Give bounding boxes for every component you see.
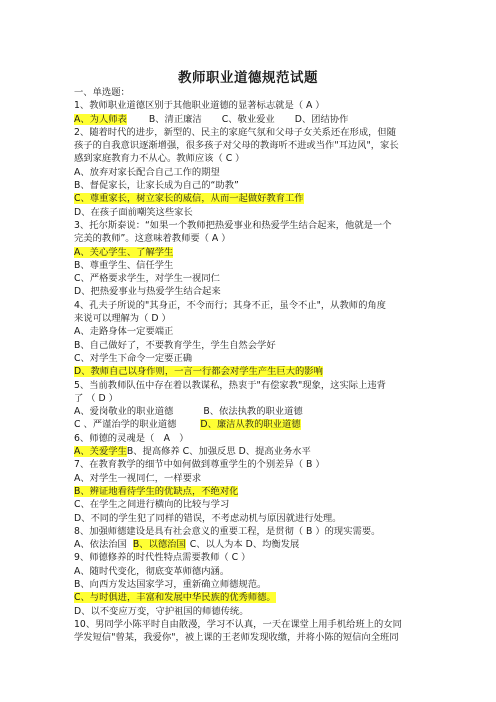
question-6-stem: 6、师德的灵魂是（ A ） xyxy=(74,432,189,444)
question-4-option-c: C、对学生下命令一定要正确 xyxy=(74,352,193,364)
question-9-option-c-line xyxy=(74,591,422,604)
question-3-option-c: C、严格要求学生，对学生一视同仁 xyxy=(74,273,220,285)
question-1-options xyxy=(74,113,422,126)
question-list xyxy=(74,86,422,644)
question-7-option-c: C、在学生之间进行横向的比较与学习 xyxy=(74,499,230,511)
question-7-option-b-line xyxy=(74,485,422,498)
question-5-stem-line-1: 5、当前教师队伍中存在着以教谋私，热衷于"有偿家教"现象，这实际上违背 xyxy=(74,379,386,391)
question-8-options xyxy=(74,538,422,551)
question-4-stem-line-1: 4、孔夫子所说的"其身正，不令而行；其身不正，虽令不止"，从教师的角度 xyxy=(74,299,386,311)
question-2-stem-line-2: 孩子的自我意识逐渐增强，很多孩子对父母的教诲听不进或当作"耳边风"，家长 xyxy=(74,140,399,152)
question-8-other-options: C、以人为本 D、均衡发展 xyxy=(189,539,300,551)
question-6-option-a: A、关爱学生 xyxy=(74,446,127,458)
question-4-option-a: A、走路身体一定要端正 xyxy=(74,326,174,338)
question-2-stem-line-3: 感到家庭教育力不从心。教师应该（ C ） xyxy=(74,153,245,165)
question-8-stem: 8、加强师德建设是具有社会意义的重要工程，是贯彻（ B ）的现实需要。 xyxy=(74,525,381,537)
question-1-stem: 1、教师职业道德区别于其他职业道德的显著标志就是（ A ） xyxy=(74,100,325,112)
question-6-other-options: B、提高修养 C、加强反思 D、提高业务水平 xyxy=(126,446,311,458)
question-8-option-a: A、依法治国 xyxy=(74,539,127,551)
question-4-option-b: B、自己做好了，不要教育学生，学生自然会学好 xyxy=(74,339,276,351)
question-2-stem-line-1: 2、随着时代的进步，新型的、民主的家庭气氛和父母子女关系还在形成，但随 xyxy=(74,126,397,138)
question-5-options-row-2 xyxy=(74,418,422,431)
question-2-option-c-line xyxy=(74,192,422,205)
question-4-option-d-line xyxy=(74,365,422,378)
question-5-option-b: B、依法执教的职业道德 xyxy=(203,406,303,418)
question-2-option-b: B、督促家长，让家长成为自己的“助教” xyxy=(74,180,239,192)
question-5-option-d: D、廉洁从教的职业道德 xyxy=(200,419,301,431)
question-10-stem-line-2: 学发短信"曾某，我爱你"，被上课的王老师发现收缴，并将小陈的短信向全班同 xyxy=(74,632,399,644)
question-9-option-a: A、随时代变化，彻底变革师德内涵。 xyxy=(74,565,230,577)
question-3-stem-line-2: 完美的教师”。这意味着教师要（ A ） xyxy=(74,233,231,245)
question-8-option-b: B、以德治国 xyxy=(132,539,186,551)
question-5-stem-line-2: 了 （ D ） xyxy=(74,392,118,404)
page-title: 教师职业道德规范试题 xyxy=(178,70,318,86)
question-9-option-b: B、向西方发达国家学习，重新确立师德规范。 xyxy=(74,578,267,590)
question-4-stem-line-2: 来说可以理解为（ D ） xyxy=(74,313,171,325)
question-2-option-d: D、在孩子面前嘲笑这些家长 xyxy=(74,206,193,218)
question-7-stem: 7、在教育教学的细节中如何做到尊重学生的个别差异（ B ） xyxy=(74,459,325,471)
question-3-option-d: D、把热爱事业与热爱学生结合起来 xyxy=(74,286,221,298)
question-7-option-d: D、不同的学生犯了同样的错误，不考虑动机与原因就进行处理。 xyxy=(74,512,342,524)
question-3-option-a: A、关心学生、了解学生 xyxy=(74,246,174,258)
question-9-option-c: C、与时俱进，丰富和发展中华民族的优秀师德。 xyxy=(74,592,276,604)
question-1-option-a: A、为人师表 xyxy=(74,113,127,125)
section-heading: 一、单选题： xyxy=(74,87,130,98)
question-5-option-a: A、爱岗敬业的职业道德 xyxy=(74,406,174,418)
question-7-option-a: A、对学生一视同仁，一样要求 xyxy=(74,472,202,484)
question-3-stem-line-1: 3、托尔斯泰说：“如果一个教师把热爱事业和热爱学生结合起来，他就是一个 xyxy=(74,219,392,231)
question-7-option-b: B、辨证地看待学生的优缺点，不绝对化 xyxy=(74,485,239,497)
question-9-option-d: D、以不变应万变，守护祖国的师德传统。 xyxy=(74,605,249,617)
question-2-option-a: A、放弃对家长配合自己工作的期望 xyxy=(74,166,220,178)
question-5-option-c: C 、严谨治学的职业道德 xyxy=(74,419,177,431)
question-1-option-d: D、团结协作 xyxy=(294,113,349,125)
question-5-options-row-1 xyxy=(74,405,422,418)
question-1-option-b: B、清正廉洁 xyxy=(148,113,202,125)
question-10-stem-line-1: 10、男同学小陈平时自由散漫，学习不认真，一天在课堂上用手机给班上的女同 xyxy=(74,618,402,630)
question-3-option-a-line xyxy=(74,246,422,259)
question-9-stem: 9、师德修养的时代性特点需要教师（ C ） xyxy=(74,552,251,564)
question-1-option-c: C、敬业爱业 xyxy=(221,113,275,125)
question-4-option-d: D、教师自己以身作则，一言一行都会对学生产生巨大的影响 xyxy=(74,366,323,378)
question-2-option-c: C、尊重家长，树立家长的威信，从而一起做好教育工作 xyxy=(74,193,304,205)
question-6-options xyxy=(74,445,422,458)
question-3-option-b: B、尊重学生、信任学生 xyxy=(74,259,174,271)
